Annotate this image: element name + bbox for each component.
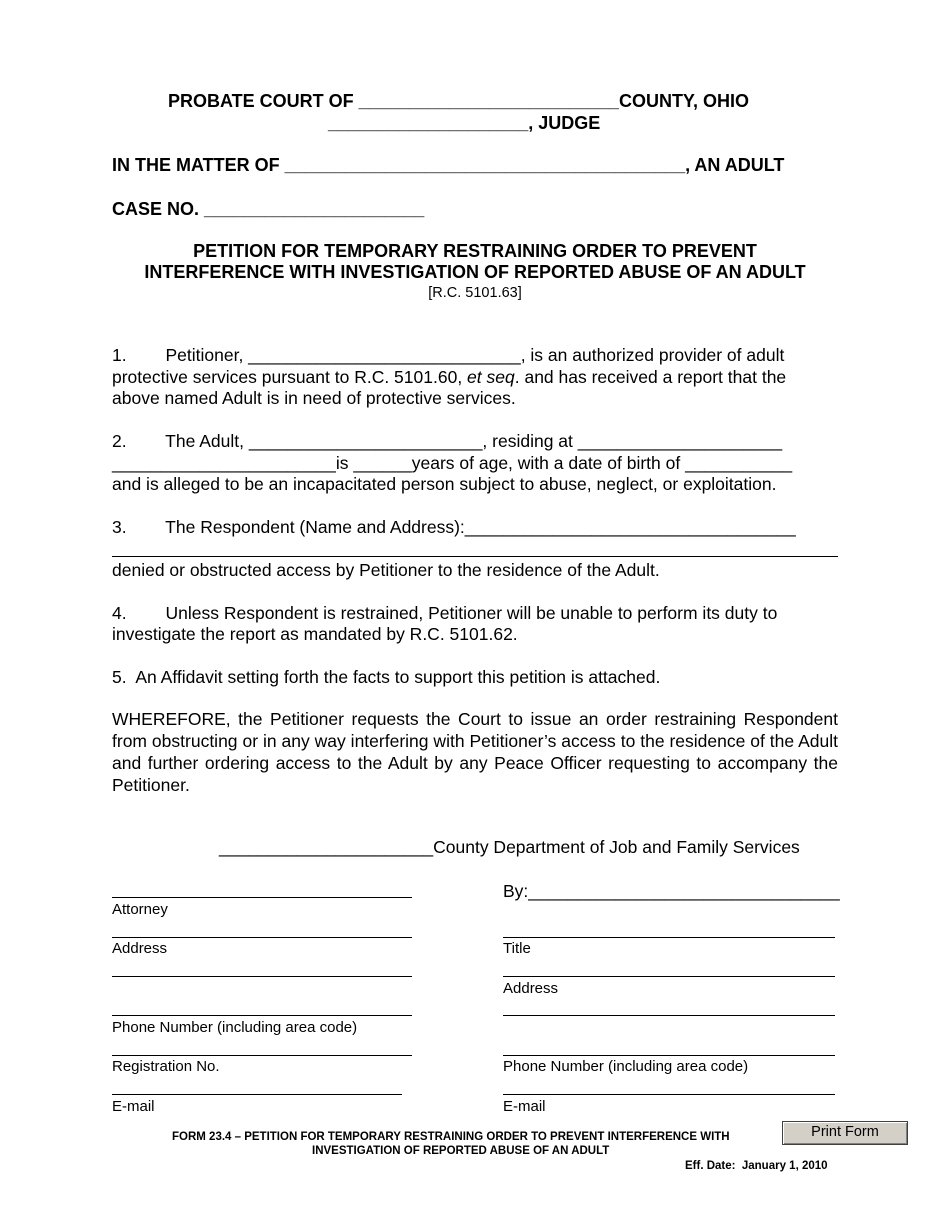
- registration-line: [112, 1055, 412, 1056]
- statute-citation: [R.C. 5101.63]: [428, 285, 522, 301]
- title-line: [503, 937, 835, 938]
- paragraph-3-line3: denied or obstructed access by Petitioner to the residence of the Adult.: [112, 560, 660, 580]
- paragraph-3-line1: 3. The Respondent (Name and Address):__________________________________: [112, 517, 796, 537]
- agency-phone-label: Phone Number (including area code): [503, 1058, 749, 1075]
- form-footer-line2: INVESTIGATION OF REPORTED ABUSE OF AN ADULT: [312, 1145, 610, 1157]
- form-footer-line1: FORM 23.4 – PETITION FOR TEMPORARY RESTRAINING ORDER TO PREVENT INTERFERENCE WITH: [172, 1131, 730, 1143]
- county-department-line: ______________________County Department of Job and Family Services: [219, 837, 800, 857]
- respondent-address-line: [112, 556, 838, 557]
- effective-date: Eff. Date: January 1, 2010: [685, 1160, 828, 1172]
- attorney-email-label: E-mail: [112, 1098, 155, 1115]
- by-signature-line: By:________________________________: [503, 881, 840, 901]
- attorney-phone-label: Phone Number (including area code): [112, 1019, 358, 1036]
- document-title-line1: PETITION FOR TEMPORARY RESTRAINING ORDER TO PREVENT: [193, 241, 757, 261]
- paragraph-2-line3: and is alleged to be an incapacitated person subject to abuse, neglect, or exploitation.: [112, 474, 777, 494]
- attorney-label: Attorney: [112, 901, 168, 918]
- attorney-address-line-2: [112, 976, 412, 977]
- agency-email-line: [503, 1094, 835, 1095]
- matter-line: IN THE MATTER OF ________________________________________, AN ADULT: [112, 155, 785, 175]
- document-title-line2: INTERFERENCE WITH INVESTIGATION OF REPORTED ABUSE OF AN ADULT: [144, 262, 806, 282]
- agency-address-label: Address: [503, 980, 559, 997]
- paragraph-4-line1: 4. Unless Respondent is restrained, Petitioner will be unable to perform its duty to: [112, 603, 778, 623]
- paragraph-1-line1: 1. Petitioner, ____________________________, is an authorized provider of adult: [112, 345, 785, 365]
- agency-phone-line: [503, 1055, 835, 1056]
- agency-address-line-2: [503, 1015, 835, 1016]
- paragraph-2-line1: 2. The Adult, ________________________, residing at _____________________: [112, 431, 783, 451]
- attorney-phone-line: [112, 1015, 412, 1016]
- court-line: PROBATE COURT OF __________________________COUNTY, OHIO: [168, 91, 749, 111]
- attorney-email-line: [112, 1094, 402, 1095]
- wherefore-paragraph: WHEREFORE, the Petitioner requests the Court to issue an order restraining Respondent from obstructing or in any way interfering with Petitioner’s access to the residence of the Adult and further ordering access to the Adult by any Peace Officer requesting to accompany the Petitioner.: [112, 709, 838, 795]
- attorney-address-line: [112, 937, 412, 938]
- judge-line: ____________________, JUDGE: [328, 113, 601, 133]
- print-form-button[interactable]: Print Form: [782, 1121, 908, 1145]
- agency-email-label: E-mail: [503, 1098, 546, 1115]
- attorney-address-label: Address: [112, 940, 168, 957]
- paragraph-1-line2: protective services pursuant to R.C. 5101.60, et seq. and has received a report that the: [112, 367, 787, 387]
- registration-label: Registration No.: [112, 1058, 220, 1075]
- paragraph-1-line3: above named Adult is in need of protective services.: [112, 388, 516, 408]
- attorney-signature-line: [112, 897, 412, 898]
- paragraph-4-line2: investigate the report as mandated by R.C. 5101.62.: [112, 624, 518, 644]
- paragraph-2-line2: _______________________is ______years of age, with a date of birth of ___________: [112, 453, 793, 473]
- paragraph-5: 5. An Affidavit setting forth the facts to support this petition is attached.: [112, 667, 661, 687]
- agency-address-line: [503, 976, 835, 977]
- title-label: Title: [503, 940, 531, 957]
- case-number-line: CASE NO. ______________________: [112, 199, 425, 219]
